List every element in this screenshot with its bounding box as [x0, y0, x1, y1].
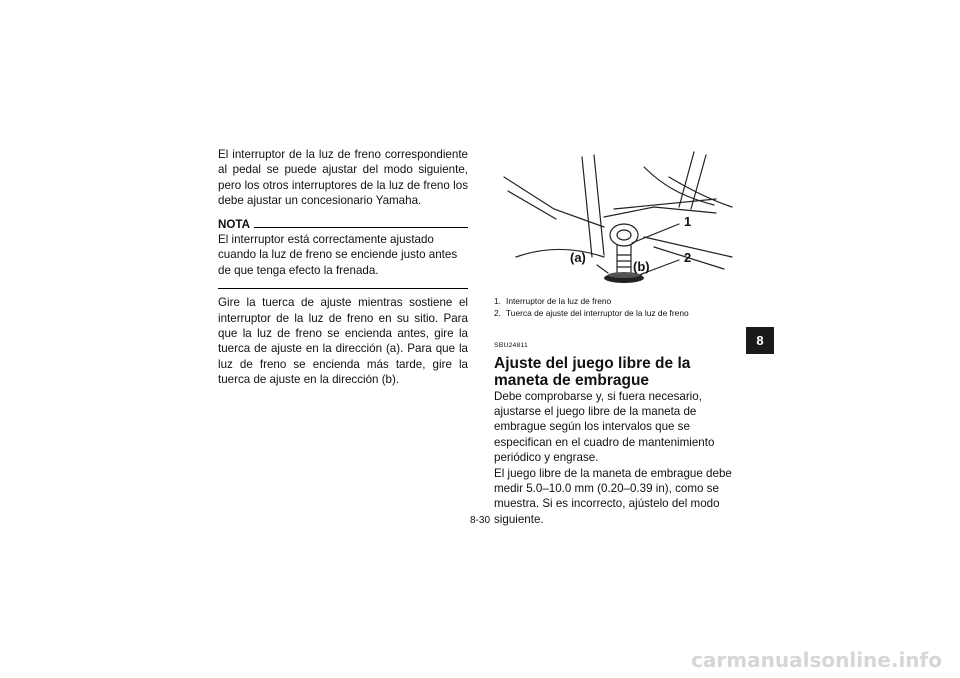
- nota-end-rule: [218, 288, 468, 289]
- instructions-paragraph: Gire la tuerca de ajuste mientras sostiene el interruptor de la luz de freno en su sitio. Para que la luz de freno se encienda antes, gire la tuerca de ajuste en la dirección (a). Para que la luz de freno se encienda más tarde, gire la tuerca de ajuste en la dirección (b).: [218, 296, 468, 387]
- brake-switch-illustration: [494, 147, 744, 292]
- caption-number: 2.: [494, 307, 501, 318]
- right-column: [494, 147, 744, 527]
- figure-label-b: (b): [633, 259, 650, 274]
- intro-paragraph: El interruptor de la luz de freno correspondiente al pedal se puede ajustar del modo siguiente, pero los otros interruptores de la luz de freno los debe ajustar un concesionario Yamaha.: [218, 148, 468, 208]
- nota-label: NOTA: [218, 217, 250, 231]
- caption-text: Interruptor de la luz de freno: [506, 296, 612, 306]
- left-column: [218, 147, 468, 388]
- section-code: SBU24811: [494, 342, 528, 350]
- caption-item: [494, 296, 744, 308]
- figure-label-2: 2: [684, 250, 692, 265]
- nota-text: El interruptor está correctamente ajustado cuando la luz de freno se enciende justo antes de que tenga efecto la frenada.: [218, 233, 458, 277]
- figure-label-a: (a): [570, 250, 586, 265]
- chapter-tab: 8: [746, 327, 774, 354]
- caption-item: [494, 308, 744, 320]
- nota-rule: [254, 227, 468, 228]
- figure-captions: [494, 296, 744, 319]
- caption-text: Tuerca de ajuste del interruptor de la luz de freno: [506, 307, 689, 318]
- section-title: Ajuste del juego libre de la maneta de embrague: [494, 354, 691, 389]
- nota-header: [218, 217, 468, 232]
- page-number: 8-30: [469, 515, 490, 526]
- caption-number: 1.: [494, 296, 501, 306]
- section-paragraph-1: Debe comprobarse y, si fuera necesario, ajustarse el juego libre de la maneta de embrague según los intervalos que se especifican en el cuadro de mantenimiento periódico y engrase.: [494, 389, 715, 465]
- figure-label-1: 1: [684, 214, 692, 229]
- section-paragraph-2: El juego libre de la maneta de embrague debe medir 5.0–10.0 mm (0.20–0.39 in), como se muestra. Si es incorrecto, ajústelo del modo siguiente.: [494, 466, 732, 526]
- watermark: carmanualsonline.info: [691, 648, 942, 672]
- illustration-drawing: [494, 147, 744, 292]
